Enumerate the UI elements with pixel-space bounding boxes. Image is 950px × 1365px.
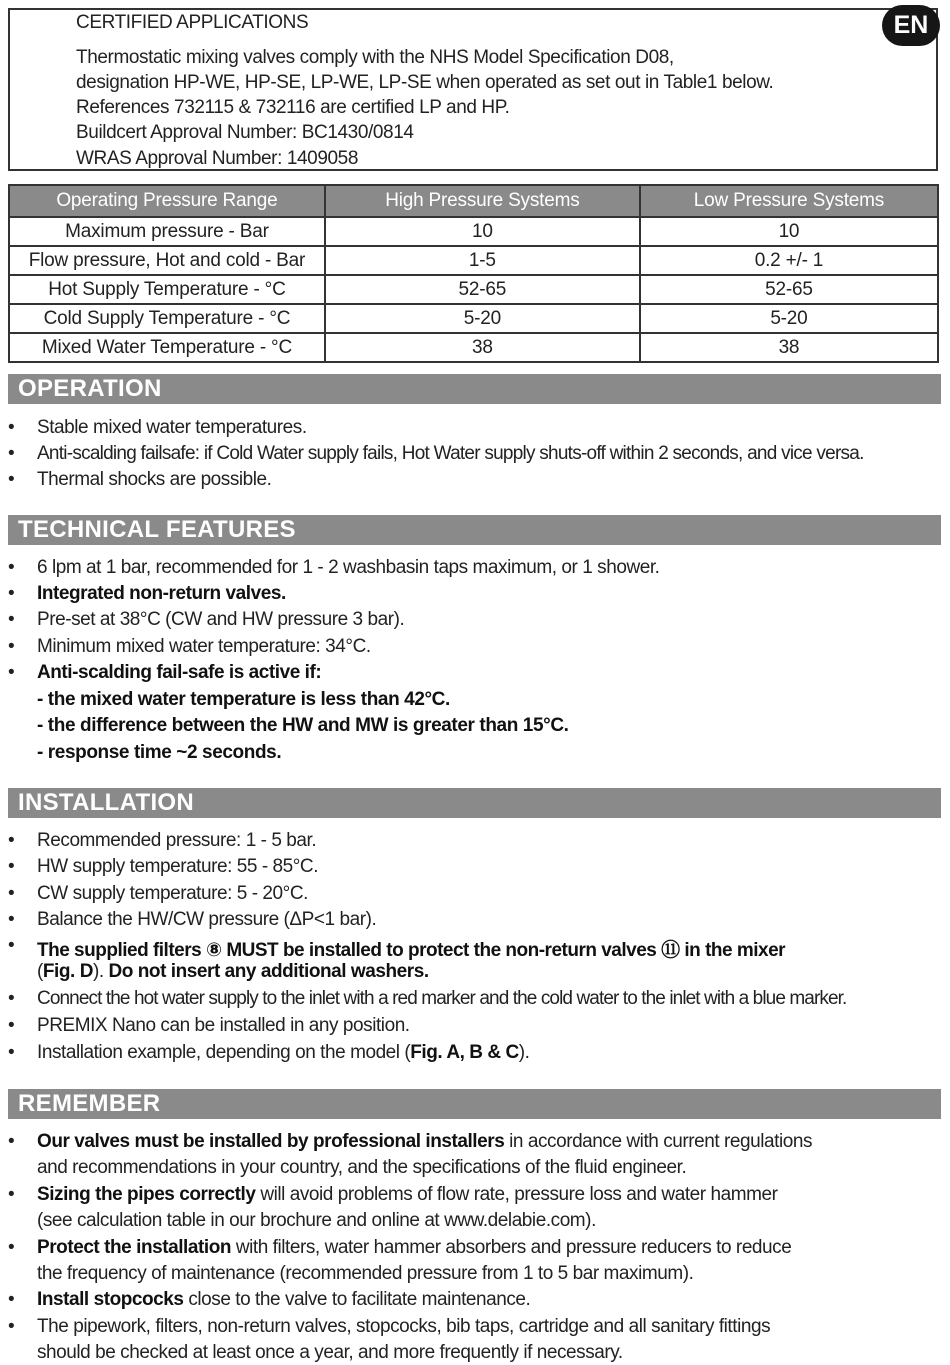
list-item-continuation: (see calculation table in our brochure and online at www.delabie.com).: [37, 1210, 596, 1231]
sub-list-item: - the difference between the HW and MW is greater than 15°C.: [37, 715, 569, 736]
bullet-icon: •: [8, 1289, 15, 1310]
section-title: TECHNICAL FEATURES: [18, 516, 296, 543]
section-title: INSTALLATION: [18, 789, 195, 816]
wras-number: WRAS Approval Number: 1409058: [76, 148, 359, 169]
table-row: [9, 333, 938, 362]
table-cell: 5-20: [325, 304, 640, 333]
column-header: Operating Pressure Range: [9, 185, 325, 217]
bullet-icon: •: [8, 935, 15, 956]
bullet-icon: •: [8, 1042, 15, 1063]
buildcert-number: Buildcert Approval Number: BC1430/0814: [76, 122, 414, 143]
bullet-icon: •: [8, 469, 15, 490]
sub-list-item: - the mixed water temperature is less than 42°C.: [37, 689, 450, 710]
table-header-row: [9, 185, 938, 217]
table-cell: Hot Supply Temperature - °C: [9, 275, 325, 304]
table-row: [9, 217, 938, 246]
table-cell: 38: [325, 333, 640, 362]
bullet-icon: •: [8, 830, 15, 851]
table-row: [9, 246, 938, 275]
table-cell: Maximum pressure - Bar: [9, 217, 325, 246]
table-cell: 1-5: [325, 246, 640, 275]
sub-list-item: - response time ~2 seconds.: [37, 742, 282, 763]
bullet-icon: •: [8, 1184, 15, 1205]
technical-features-section-header: [8, 515, 941, 545]
table-cell: 52-65: [325, 275, 640, 304]
bullet-icon: •: [8, 1316, 15, 1337]
table-cell: Cold Supply Temperature - °C: [9, 304, 325, 333]
certified-heading: CERTIFIED APPLICATIONS: [76, 12, 309, 33]
language-badge: EN: [882, 5, 940, 46]
bullet-icon: •: [8, 609, 15, 630]
table-row: [9, 304, 938, 333]
bullet-icon: •: [8, 1015, 15, 1036]
installation-section-header: [8, 788, 941, 818]
table-cell: Flow pressure, Hot and cold - Bar: [9, 246, 325, 275]
certified-applications-box: [8, 8, 938, 171]
list-item-continuation: and recommendations in your country, and the specifications of the fluid engineer.: [37, 1157, 687, 1178]
list-item-continuation: should be checked at least once a year, and more frequently if necessary.: [37, 1342, 623, 1363]
table-cell: 10: [325, 217, 640, 246]
table-cell: 10: [640, 217, 938, 246]
bullet-icon: •: [8, 856, 15, 877]
list-item-continuation: the frequency of maintenance (recommended pressure from 1 to 5 bar maximum).: [37, 1263, 694, 1284]
table-row: [9, 275, 938, 304]
figure-reference: Fig. A, B & C: [410, 1042, 519, 1063]
table-cell: Mixed Water Temperature - °C: [9, 333, 325, 362]
bullet-icon: •: [8, 662, 15, 683]
bullet-icon: •: [8, 909, 15, 930]
table-cell: 5-20: [640, 304, 938, 333]
figure-reference: Fig. D: [42, 961, 93, 982]
bullet-icon: •: [8, 443, 15, 464]
bullet-icon: •: [8, 583, 15, 604]
bullet-icon: •: [8, 417, 15, 438]
table-cell: 0.2 +/- 1: [640, 246, 938, 275]
column-header: High Pressure Systems: [325, 185, 640, 217]
certified-line: Thermostatic mixing valves comply with the NHS Model Specification D08,: [76, 47, 674, 68]
bullet-icon: •: [8, 557, 15, 578]
certified-line: designation HP-WE, HP-SE, LP-WE, LP-SE when operated as set out in Table1 below.: [76, 72, 774, 93]
bullet-icon: •: [8, 988, 15, 1009]
bullet-icon: •: [8, 1131, 15, 1152]
pressure-specification-table: [8, 184, 939, 363]
remember-section-header: [8, 1089, 941, 1119]
bullet-icon: •: [8, 883, 15, 904]
bullet-icon: •: [8, 636, 15, 657]
bullet-icon: •: [8, 1237, 15, 1258]
table-cell: 52-65: [640, 275, 938, 304]
table-cell: 38: [640, 333, 938, 362]
section-title: OPERATION: [18, 375, 162, 402]
column-header: Low Pressure Systems: [640, 185, 938, 217]
certified-line: References 732115 & 732116 are certified LP and HP.: [76, 97, 510, 118]
operation-section-header: [8, 374, 941, 404]
list-item-continuation: (Fig. D). Do not insert any additional washers.: [37, 961, 429, 982]
section-title: REMEMBER: [18, 1090, 161, 1117]
